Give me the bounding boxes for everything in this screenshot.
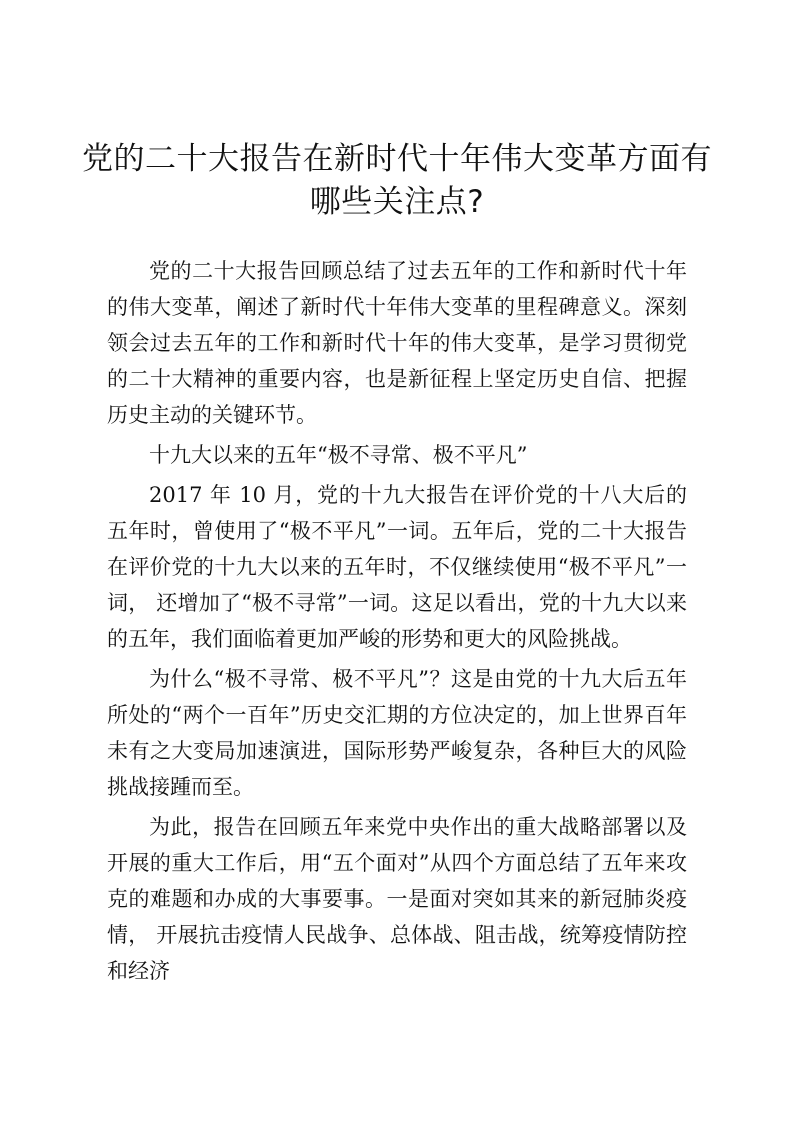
section-heading: 十九大以来的五年“极不寻常、极不平凡” (149, 443, 528, 467)
document-title: 党的二十大报告在新时代十年伟大变革方面有哪些关注点? (82, 141, 712, 220)
paragraph-why: 为什么“极不寻常、极不平凡”？这是由党的十九大后五年所处的“两个一百年”历史交汇期的方位决定的，加上世界百年未有之大变局加速演进，国际形势严峻复杂，各种巨大的风险挑战接踵而至。 (107, 667, 687, 799)
paragraph-2017: 2017 年 10 月，党的十九大报告在评价党的十八大后的五年时，曾使用了“极不平凡”一词。五年后，党的二十大报告在评价党的十九大以来的五年时，不仅继续使用“极不平凡”一词， 还增加了“极不寻常”一词。这足以看出，党的十九大以来的五年，我们面临着更加严峻的形势和更大的风险挑战。 (107, 483, 687, 651)
paragraph-five-faces: 为此，报告在回顾五年来党中央作出的重大战略部署以及开展的重大工作后，用“五个面对”从四个方面总结了五年来攻克的难题和办成的大事要事。一是面对突如其来的新冠肺炎疫情， 开展抗击疫情人民战争、总体战、阻击战，统筹疫情防控和经济 (107, 815, 687, 983)
document-body (107, 253, 687, 993)
paragraph-intro: 党的二十大报告回顾总结了过去五年的工作和新时代十年 的伟大变革，阐述了新时代十年伟大变革的里程碑意义。深刻领会过去五年的工作和新时代十年的伟大变革，是学习贯彻党的二十大精神的重要内容，也是新征程上坚定历史自信、把握历史主动的关键环节。 (107, 259, 687, 427)
